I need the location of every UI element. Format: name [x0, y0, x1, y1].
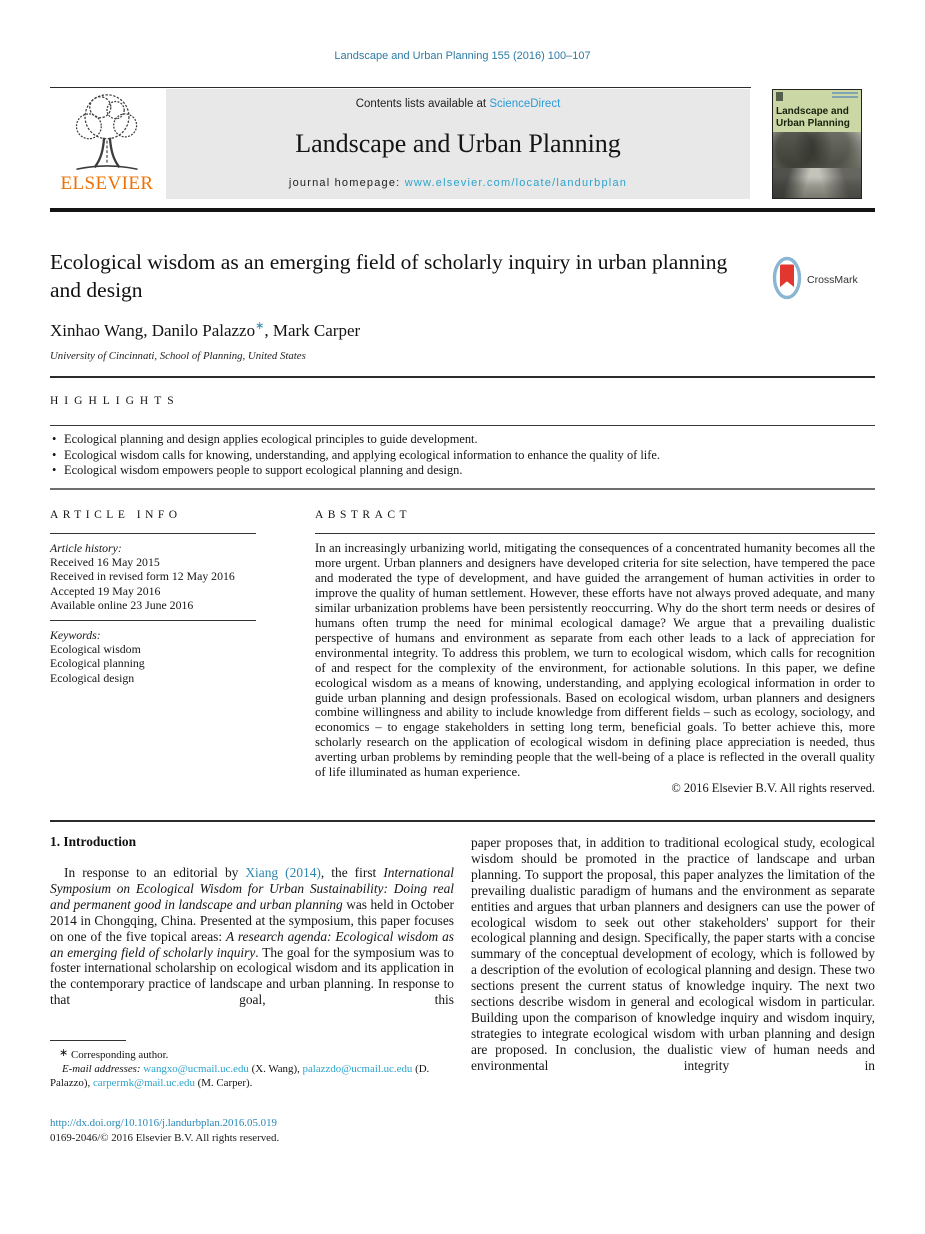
history-entry: Available online 23 June 2016: [50, 597, 194, 612]
email-text: (M. Carper).: [194, 1076, 253, 1089]
highlight-item: • Ecological wisdom empowers people to support ecological planning and design.: [52, 463, 867, 479]
cover-caption: [773, 198, 861, 199]
email-text: (X. Wang),: [248, 1062, 303, 1075]
history-entry: Received 16 May 2015: [50, 555, 160, 570]
article-title: Ecological wisdom as an emerging field of scholarly inquiry in urban planning and design: [50, 250, 728, 302]
article-history-label: Article history:: [50, 541, 122, 555]
corresponding-author-mark[interactable]: ∗: [255, 320, 265, 332]
abstract-heading: ABSTRACT: [315, 509, 412, 521]
body-column-left: [50, 865, 454, 1008]
article-info-heading: ARTICLE INFO: [50, 509, 182, 521]
intro-italic-topic-title: A research agenda: Ecological wisdom as an emerging field of scholarly inquiry: [50, 928, 454, 960]
highlights-list: [52, 432, 867, 479]
authors-main: Xinhao Wang, Danilo Palazzo: [50, 321, 256, 340]
cover-title-line1: Landscape and: [776, 106, 849, 117]
elsevier-wordmark: ELSEVIER: [60, 173, 154, 194]
cover-logo-mark: [776, 92, 783, 101]
abstract-block: [315, 541, 875, 796]
intro-italic-symposium-title: International Symposium on Ecological Wisdom for Urban Sustainability: Doing real and permanent good in landscape and urban planning: [50, 865, 454, 912]
footnote-block: [50, 1040, 454, 1090]
journal-title: Landscape and Urban Planning: [295, 128, 621, 158]
email-link-wang[interactable]: wangxo@ucmail.uc.edu: [143, 1062, 249, 1075]
email-text: (D. Palazzo),: [50, 1062, 430, 1089]
highlights-rule: [50, 425, 875, 426]
body-divider-rule: [50, 820, 875, 822]
doi-link[interactable]: http://dx.doi.org/10.1016/j.landurbplan.2016.05.019: [50, 1117, 277, 1129]
homepage-url-link[interactable]: www.elsevier.com/locate/landurbplan: [404, 177, 628, 189]
keyword-entry: Ecological planning: [50, 656, 145, 671]
elsevier-tree-icon: [50, 91, 164, 175]
intro-text: In response to an editorial by: [64, 865, 246, 880]
highlight-item: • Ecological wisdom calls for knowing, understanding, and applying ecological information to enhance the quality of life.: [52, 448, 867, 464]
corresponding-author-text: Corresponding author.: [68, 1049, 169, 1061]
email-addresses-line: [50, 1063, 454, 1091]
highlights-heading: HIGHLIGHTS: [50, 395, 180, 407]
corresponding-author-note: [50, 1047, 454, 1063]
homepage-line: [166, 177, 750, 189]
abstract-text: In an increasingly urbanizing world, mitigating the consequences of a concentrated humanity becomes all the more urgent. Urban planners and designers have developed criteria for site selection, have tempered the pace and moderated the type of development, and have guided the arrangement of human activities in order to improve the quality of human settlement. However, these efforts have not always proved adequate, and many similar urbanization problems have been persistently reoccurring. Why do the short term needs or desires of humans often trump the need for minimal ecological damage? We argue that a prevailing dualistic perspective of humans and environment as separate from each other leads to a lack of appreciation for environmental integrity. To address this problem, we turn to ecological wisdom, which calls for recognition of and respect for the complexity of the environment, for actionable solutions. In this paper, we define ecological wisdom as a means of knowing, understanding, and applying ecological information in order to guide urban planning and design professionals. Based on ecological wisdom, urban planners and designers combine willingness and ability to include knowledge from different fields – such as ecology, sociology, and economics – to engage stakeholders in setting long term, beneficial goals. To better achieve this, more scholarly research on the application of ecological wisdom in defining place appreciation is needed, thus averting urban problems by reminding people that the well-being of a place is reflected in the overall quality of life illuminated as human experience.: [315, 541, 875, 780]
sciencedirect-link[interactable]: ScienceDirect: [489, 98, 561, 110]
author-line: [50, 319, 360, 341]
footnote-asterisk: ∗: [59, 1047, 69, 1059]
abstract-rule: [315, 533, 875, 534]
article-info-block: [50, 541, 300, 685]
journal-cover-thumbnail[interactable]: [772, 89, 862, 199]
body-column-right: paper proposes that, in addition to traditional ecological study, ecological wisdom should be promoted in the practice of landscape and urban planning. To support the proposal, this paper analyzes the limitation of the prevailing dualistic paradigm of humans and the environment as separate entities and argues that urban planners and designers can use the power of ecological wisdom to seek out other stakeholders' support for their ecological planning and design. Specifically, the paper starts with a concise summary of the conceptual development of ecology, which is followed by a description of the evolution of ecological planning and design. These two sections present the current status of knowledge inquiry. The next two sections describe wisdom in general and ecological wisdom in particular. Building upon the comparison of knowledge inquiry and wisdom inquiry, strategies to integrate ecological wisdom with urban planning and design are proposed. In conclusion, the dualistic view of human needs and environmental integrity in: [471, 835, 875, 1073]
email-label: E-mail addresses:: [62, 1062, 144, 1075]
masthead-top-rule: [50, 87, 751, 88]
cover-title: [773, 105, 861, 132]
history-entry: Accepted 19 May 2016: [50, 583, 161, 598]
journal-banner: [166, 89, 750, 199]
masthead-bottom-rule: [50, 208, 875, 212]
elsevier-logo[interactable]: [50, 91, 164, 199]
crossmark-badge[interactable]: [772, 256, 878, 304]
contents-prefix: Contents lists available at: [355, 98, 490, 110]
homepage-label: journal homepage:: [288, 177, 405, 189]
cover-issue-info: [832, 92, 858, 100]
issn-copyright-line: 0169-2046/© 2016 Elsevier B.V. All rights reserved.: [50, 1132, 280, 1144]
footer-block: [50, 1116, 279, 1146]
journal-reference: Landscape and Urban Planning 155 (2016) 100–107: [334, 50, 591, 62]
section-heading-introduction: 1. Introduction: [50, 834, 137, 849]
keyword-entry: Ecological design: [50, 670, 135, 685]
intro-text: , the first: [320, 865, 384, 880]
intro-text: . The goal for the symposium was to foster international scholarship on ecological wisdom and its application in the contemporary practice of landscape and urban planning. In response to that goal, this: [50, 944, 454, 1008]
highlight-item: • Ecological planning and design applies ecological principles to guide development.: [52, 432, 867, 448]
affiliation: University of Cincinnati, School of Planning, United States: [50, 350, 306, 362]
email-link-palazzo[interactable]: palazzdo@ucmail.uc.edu: [302, 1062, 413, 1075]
email-link-carper[interactable]: carpermk@mail.uc.edu: [92, 1076, 195, 1089]
authors-rest: , Mark Carper: [264, 321, 361, 340]
keywords-rule: [50, 620, 256, 621]
intro-text: was held in October 2014 in Chongqing, China. Presented at the symposium, this paper focuses on one of the five topical areas:: [50, 896, 454, 944]
cover-topbar: [773, 90, 861, 105]
cover-title-line2: Urban Planning: [776, 117, 850, 129]
keywords-label: Keywords:: [50, 628, 101, 643]
keyword-entry: Ecological wisdom: [50, 642, 141, 657]
crossmark-label: CrossMark: [807, 274, 858, 286]
citation-link-xiang-2014[interactable]: Xiang (2014): [245, 865, 321, 880]
cover-photo-trees: [773, 132, 861, 168]
abstract-copyright: © 2016 Elsevier B.V. All rights reserved.: [671, 781, 875, 796]
footnote-rule: [50, 1040, 126, 1041]
cover-photo-road: [773, 168, 861, 198]
crossmark-icon: [772, 256, 802, 305]
article-info-rule: [50, 533, 256, 534]
history-entry: Received in revised form 12 May 2016: [50, 569, 235, 584]
contents-line: [166, 98, 750, 110]
title-divider-rule: [50, 376, 875, 378]
highlights-bottom-rule: [50, 488, 875, 490]
